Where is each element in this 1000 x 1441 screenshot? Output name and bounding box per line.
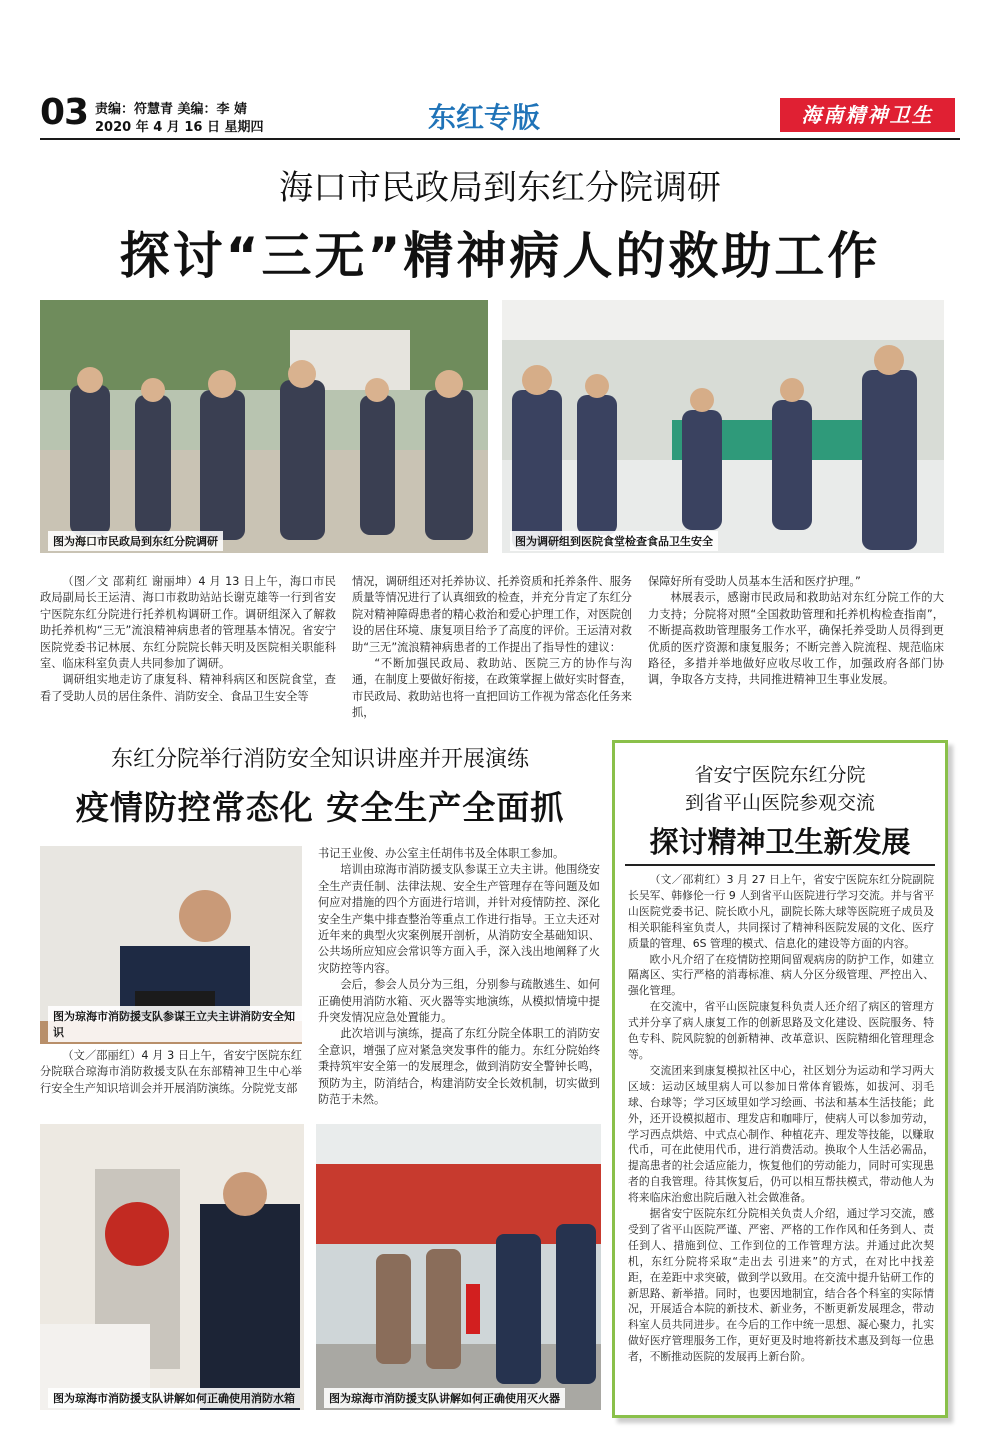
- article1-col2-para: “不断加强民政局、救助站、医院三方的协作与沟通，在制度上要做好衔接，在政策掌握上做好实时督查，市民政局、救助站也将一直把回访工作视为常态化任务来抓，: [352, 657, 632, 720]
- article1-col3-para: 林展表示，感谢市民政局和救助站对东红分院工作的大力支持；分院将对照“全国救助管理和托养机构检查指南”，不断提高救助管理服务工作水平，确保托养受助人员得到更优质的医疗资源和康复服务；不断完善入院流程、规范临床路径，多措并举地做好应收尽收工作，加强政府各部门协调，争取各方支持，共同推进精神卫生事业发展。: [648, 591, 944, 687]
- article1-photo-1: [40, 300, 488, 553]
- article3-subtitle-2: 到省平山医院参观交流: [684, 792, 875, 814]
- article1-column-3: [648, 574, 944, 689]
- article3-para: 欧小凡介绍了在疫情防控期间留观病房的防护工作，如建立隔离区、实行严格的消毒标准、病人分区分级管理、严控出入、强化管理。: [628, 952, 934, 998]
- article1-column-2: [352, 574, 632, 722]
- article1-column-1: [40, 574, 336, 705]
- editors-line: 责编：符慧青 美编：李 婧: [95, 102, 248, 117]
- photo-scene-cafeteria-inspection: [502, 300, 944, 553]
- article1-photo-2: [502, 300, 944, 553]
- article3-divider: [625, 864, 935, 866]
- article1-col2-para: 情况，调研组还对托养协议、托养资质和托养条件、服务质量等情况进行了认真细致的检查，并充分肯定了东红分院对精神障碍患者的精心救治和爱心护理工作，对医院创设的居住环境、康复项目给予了高度的评价。王运清对救助“三无”流浪精神病患者的工作提出了指导性的建议：: [352, 575, 632, 654]
- article2-col2-para: 培训由琼海市消防援支队参谋王立夫主讲。他围绕安全生产责任制、法律法规、安全生产管理存在等问题及如何应对措施的四个方面进行培训，并针对疫情防控、深化安全生产集中排查整治等重点工作进行指导。王立夫还对近年来的典型火灾案例展开剖析，从消防安全基础知识、公共场所应知应会常识等方面入手，深入浅出地阐释了火灾防控等内容。: [318, 863, 600, 975]
- article1-subtitle: 海口市民政局到东红分院调研: [279, 168, 721, 208]
- article3-para: 交流团来到康复模拟社区中心，社区划分为运动和学习两大区域：运动区域里病人可以参加日常体育锻炼，如拔河、羽毛球、台球等；学习区域里如学习绘画、书法和基本生活技能；此外，还开设模拟超市、理发店和咖啡厅，使病人可以参加劳动，学习西点烘焙、中式点心制作、种植花卉、理发等技能，以赚取代币，可在此使用代币，进行消费活动。换取个人生活必需品，提高患者的社会适应能力，恢复他们的劳动能力，同时可实现患者的自我管理。待其恢复后，仍可以相互帮扶模式，带动他人为将来临床治愈出院后融入社会做准备。: [628, 1063, 934, 1205]
- article2-column-1: [40, 1048, 302, 1097]
- article2-photo-2-caption: 图为琼海市消防援支队讲解如何正确使用消防水箱: [48, 1388, 300, 1408]
- page-number: 03: [40, 92, 89, 133]
- article2-col2-para: 书记王业俊、办公室主任胡伟书及全体职工参加。: [318, 847, 565, 860]
- article2-photo-3: [316, 1124, 601, 1410]
- article3-subtitle-1: 省安宁医院东红分院: [694, 764, 866, 786]
- article2-photo-1-caption: 图为琼海市消防援支队参谋王立夫主讲消防安全知识: [48, 1006, 302, 1042]
- article2-col2-para: 此次培训与演练，提高了东红分院全体职工的消防安全意识，增强了应对紧急突发事件的能力。东红分院始终秉持筑牢安全第一的发展理念，做到消防安全警钟长鸣，预防为主，防消结合，构建消防安全长效机制，切实做到防范于未然。: [318, 1027, 600, 1107]
- column-title: 东红专版: [428, 101, 541, 134]
- article2-col2-para: 会后，参会人员分为三组，分别参与疏散逃生、如何正确使用消防水箱、灭火器等实地演练，从模拟情境中提升突发情况应急处置能力。: [318, 978, 600, 1025]
- photo-scene-fire-extinguisher: [316, 1124, 601, 1410]
- header-divider: [40, 138, 960, 140]
- article1-photo-1-caption: 图为海口市民政局到东红分院调研: [48, 531, 223, 551]
- photo-scene-fire-hose-box: [40, 1124, 304, 1410]
- article1-col1-para: （图／文 邵莉红 谢丽坤）4 月 13 日上午，海口市民政局副局长王运清、海口市救助站站长谢克雄等一行到省安宁医院东红分院进行托养机构调研工作。调研组深入了解救助托养机构“三无”流浪精神病患者的管理基本情况。省安宁医院党委书记林展、东红分院院长韩天明及医院相关职能科室、临床科室负责人共同参加了调研。: [40, 575, 336, 671]
- article2-column-2: [318, 846, 600, 1109]
- article1-title: 探讨“三无”精神病人的救助工作: [119, 227, 881, 285]
- article1-col3-para: 保障好所有受助人员基本生活和医疗护理。”: [648, 575, 861, 588]
- photo-scene-officials-walking: [40, 300, 488, 553]
- article3-para: （文／邵莉红）3 月 27 日上午，省安宁医院东红分院副院长吴军、韩修伦一行 9 人到省平山医院进行学习交流。并与省平山医院党委书记、院长欧小凡，副院长陈大球等医院班子成员及相关职能科室负责人，共同探讨了精神科医院发展的文化、医疗质量的管理、6S 管理的模式、信息化的建设等方面的内容。: [628, 873, 934, 950]
- article2-photo-3-caption: 图为琼海市消防援支队讲解如何正确使用灭火器: [324, 1388, 565, 1408]
- masthead-logo: 海南精神卫生: [780, 98, 955, 132]
- article1-photo-2-caption: 图为调研组到医院食堂检查食品卫生安全: [510, 531, 718, 551]
- article3-para: 据省安宁医院东红分院相关负责人介绍，通过学习交流，感受到了省平山医院严谨、严密、严格的工作作风和任务到人、责任到人、措施到位、工作到位的工作管理方法。并通过此次契机，东红分院将采取“走出去 引进来”的方式，在对比中找差距，在差距中求突破，做到学以致用。在交流中提升钻研工作的新思路、新举措。同时，也要因地制宜，结合各个科室的实际情况，开展适合本院的新技术、新业务，不断更新发展理念，带动科室人员共同进步。在今后的工作中统一思想、凝心聚力，扎实做好医疗管理服务工作，更好更及时地将新技术惠及到每一位患者，不断推动医院的发展再上新台阶。: [628, 1207, 934, 1364]
- issue-date: 2020 年 4 月 16 日 星期四: [95, 120, 264, 135]
- article3-para: 在交流中，省平山医院康复科负责人还介绍了病区的管理方式并分享了病人康复工作的创新思路及文化建设、医院服务、特色专科、院风院貌的创新精神、改革意识、医院精细化管理理念等。: [628, 1000, 934, 1061]
- article2-subtitle: 东红分院举行消防安全知识讲座并开展演练: [110, 747, 529, 772]
- article3-body: [628, 872, 934, 1365]
- article2-photo-2: [40, 1124, 304, 1410]
- article2-title: 疫情防控常态化 安全生产全面抓: [75, 788, 565, 827]
- article3-title: 探讨精神卫生新发展: [649, 825, 911, 859]
- article2-col1-para: （文／邵丽红）4 月 3 日上午，省安宁医院东红分院联合琼海市消防救援支队在东部精神卫生中心举行安全生产知识培训会并开展消防演练。分院党支部: [40, 1049, 302, 1095]
- article2-photo-1: [40, 846, 302, 1044]
- article1-col1-para: 调研组实地走访了康复科、精神科病区和医院食堂，查看了受助人员的居住条件、消防安全、食品卫生安全等: [40, 673, 336, 703]
